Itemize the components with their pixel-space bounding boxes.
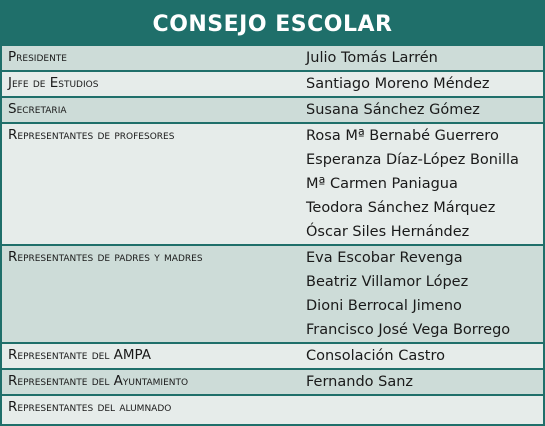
- names-cell: [292, 46, 543, 70]
- member-name: Julio Tomás Larrén: [306, 50, 438, 66]
- role-label: Presidente: [8, 49, 67, 65]
- member-name: Eva Escobar Revenga: [306, 250, 463, 266]
- role-label: Representante del AMPA: [8, 347, 152, 363]
- names-cell: [292, 344, 543, 368]
- member-name: Fernando Sanz: [306, 374, 414, 390]
- member-name: Consolación Castro: [306, 348, 445, 364]
- member-name: Esperanza Díaz-López Bonilla: [306, 152, 519, 168]
- table-row-2: [2, 98, 543, 124]
- member-name: Santiago Moreno Méndez: [306, 76, 490, 92]
- names-cell: [292, 124, 543, 244]
- table-row-5: [2, 344, 543, 370]
- table-row-3: [2, 124, 543, 246]
- names-cell: [292, 98, 543, 122]
- member-name: [306, 396, 543, 420]
- role-label: Representante del Ayuntamiento: [8, 373, 189, 389]
- role-label: Representantes de padres y madres: [8, 249, 203, 265]
- member-name: Teodora Sánchez Márquez: [306, 200, 496, 216]
- role-label: Jefe de Estudios: [8, 75, 99, 91]
- names-cell: [292, 72, 543, 96]
- table-row-1: [2, 72, 543, 98]
- names-cell: [292, 246, 543, 342]
- role-label: Secretaria: [8, 101, 67, 117]
- table-row-7: [2, 396, 543, 420]
- title-bar: [2, 2, 543, 46]
- member-name: Óscar Siles Hernández: [306, 224, 470, 240]
- member-name: Mª Carmen Paniagua: [306, 176, 458, 192]
- names-cell: [292, 396, 543, 420]
- member-name: Susana Sánchez Gómez: [306, 102, 480, 118]
- table-row-6: [2, 370, 543, 396]
- names-cell: [292, 370, 543, 394]
- member-name: Rosa Mª Bernabé Guerrero: [306, 128, 499, 144]
- member-name: Dioni Berrocal Jimeno: [306, 298, 462, 314]
- role-label: Representantes del alumnado: [8, 399, 172, 415]
- table-row-4: [2, 246, 543, 344]
- member-name: Francisco José Vega Borrego: [306, 322, 511, 338]
- role-label: Representantes de profesores: [8, 127, 175, 143]
- table-row-0: [2, 46, 543, 72]
- member-name: Beatriz Villamor López: [306, 274, 469, 290]
- table-title: CONSEJO ESCOLAR: [152, 11, 393, 37]
